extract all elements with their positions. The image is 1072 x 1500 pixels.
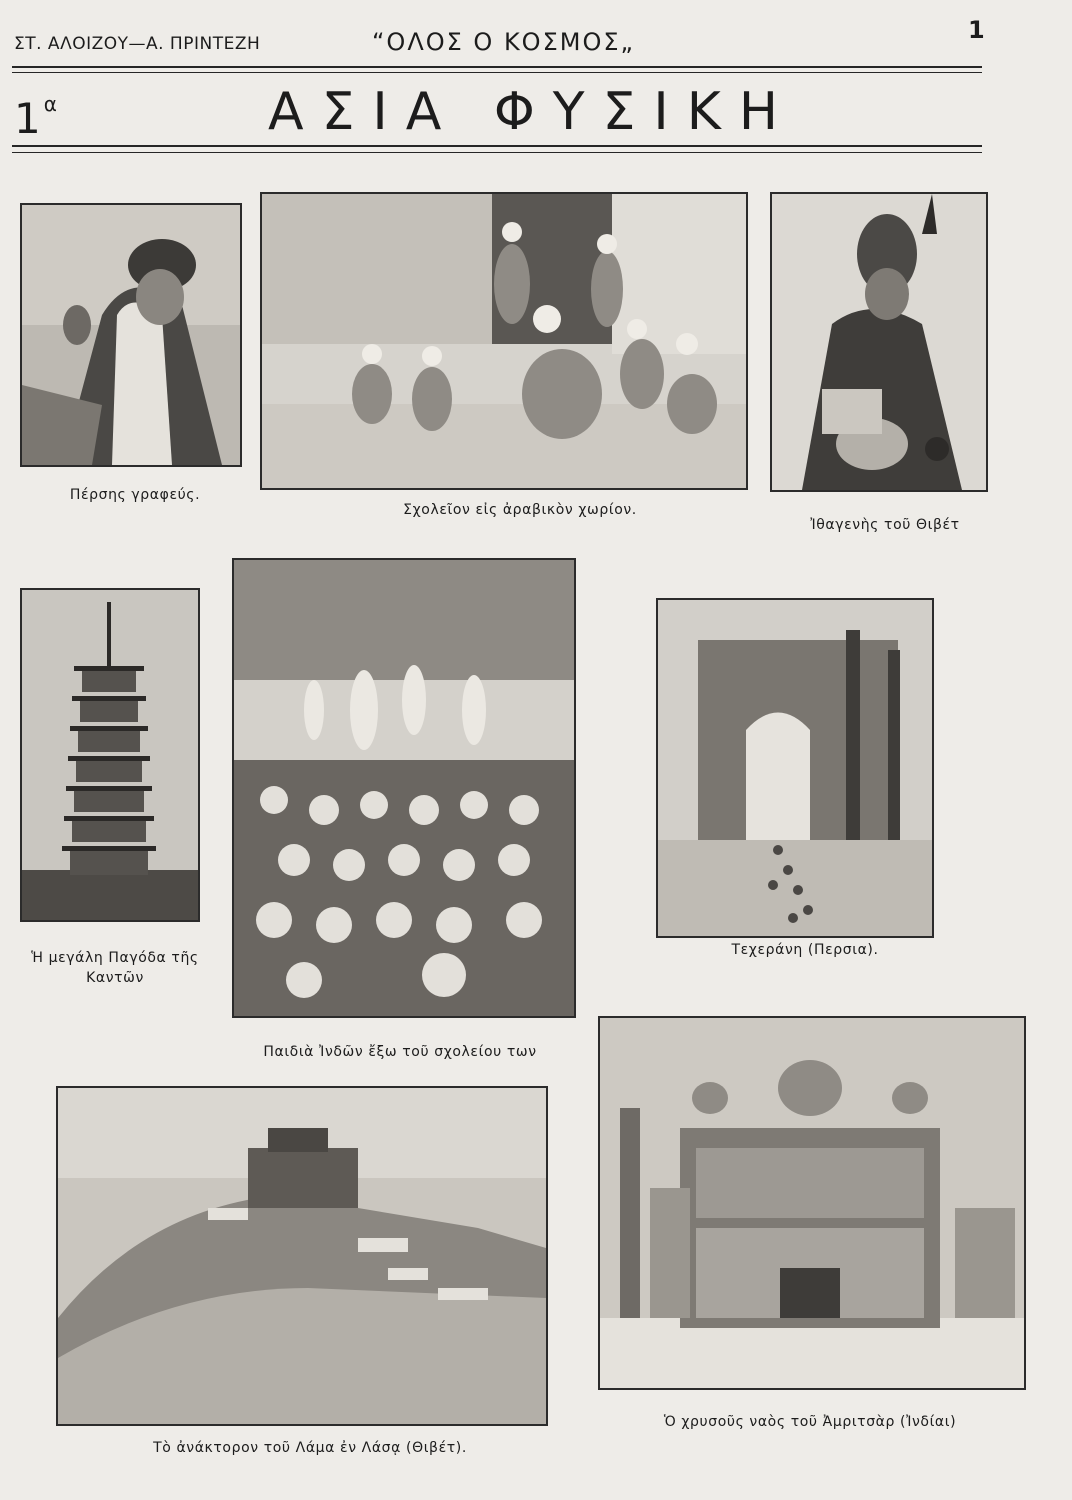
photo-persian-scribe-image <box>22 205 240 465</box>
photo-canton-pagoda <box>20 588 200 922</box>
caption-canton-pagoda: Ἡ μεγάλη Παγόδα τῆς Καντῶν <box>31 950 199 986</box>
photo-canton-pagoda-image <box>22 590 198 920</box>
photo-persian-scribe <box>20 203 242 467</box>
photo-golden-temple-amritsar-image <box>600 1018 1024 1388</box>
photo-tibet-native-image <box>772 194 986 490</box>
caption-arab-village-school: Σχολεῖον εἰς ἀραβικὸν χωρίον. <box>403 502 637 518</box>
section-number-suffix: α <box>43 92 57 116</box>
section-number <box>14 92 57 143</box>
header-rule-bottom <box>12 72 982 73</box>
caption-tibet-native: Ἰθαγενὴς τοῦ Θιβέτ <box>810 517 960 533</box>
caption-tehran: Τεχεράνη (Περσια). <box>731 942 879 958</box>
caption-lama-palace-lhasa: Τὸ ἀνάκτορον τοῦ Λάμα ἐν Λάσᾳ (Θιβέτ). <box>153 1440 467 1456</box>
section-title: ΑΣΙΑ ΦΥΣΙΚΗ <box>268 82 796 142</box>
title-rule-bottom <box>12 152 982 153</box>
photo-tibet-native <box>770 192 988 492</box>
photo-indian-children-image <box>234 560 574 1016</box>
caption-indian-children: Παιδιὰ Ἰνδῶν ἔξω τοῦ σχολείου των <box>263 1044 537 1060</box>
header-publication-title: “ΟΛΟΣ Ο ΚΟΣΜΟΣ„ <box>372 28 635 56</box>
photo-arab-village-school <box>260 192 748 490</box>
photo-golden-temple-amritsar <box>598 1016 1026 1390</box>
caption-persian-scribe: Πέρσης γραφεύς. <box>69 487 201 503</box>
header-rule-top <box>12 66 982 68</box>
header-authors: ΣΤ. ΑΛΟΙΖΟΥ—Α. ΠΡΙΝΤΕΖΗ <box>14 34 261 54</box>
title-rule-top <box>12 145 982 147</box>
photo-tehran-image <box>658 600 932 936</box>
photo-lama-palace-lhasa <box>56 1086 548 1426</box>
caption-golden-temple-amritsar: Ὁ χρυσοῦς ναὸς τοῦ Ἀμριτσὰρ (Ἰνδίαι) <box>663 1414 957 1430</box>
section-number-value: 1 <box>14 94 41 143</box>
photo-tehran <box>656 598 934 938</box>
photo-indian-children <box>232 558 576 1018</box>
photo-arab-village-school-image <box>262 194 746 488</box>
page-number: 1 <box>968 16 985 44</box>
photo-lama-palace-lhasa-image <box>58 1088 546 1424</box>
